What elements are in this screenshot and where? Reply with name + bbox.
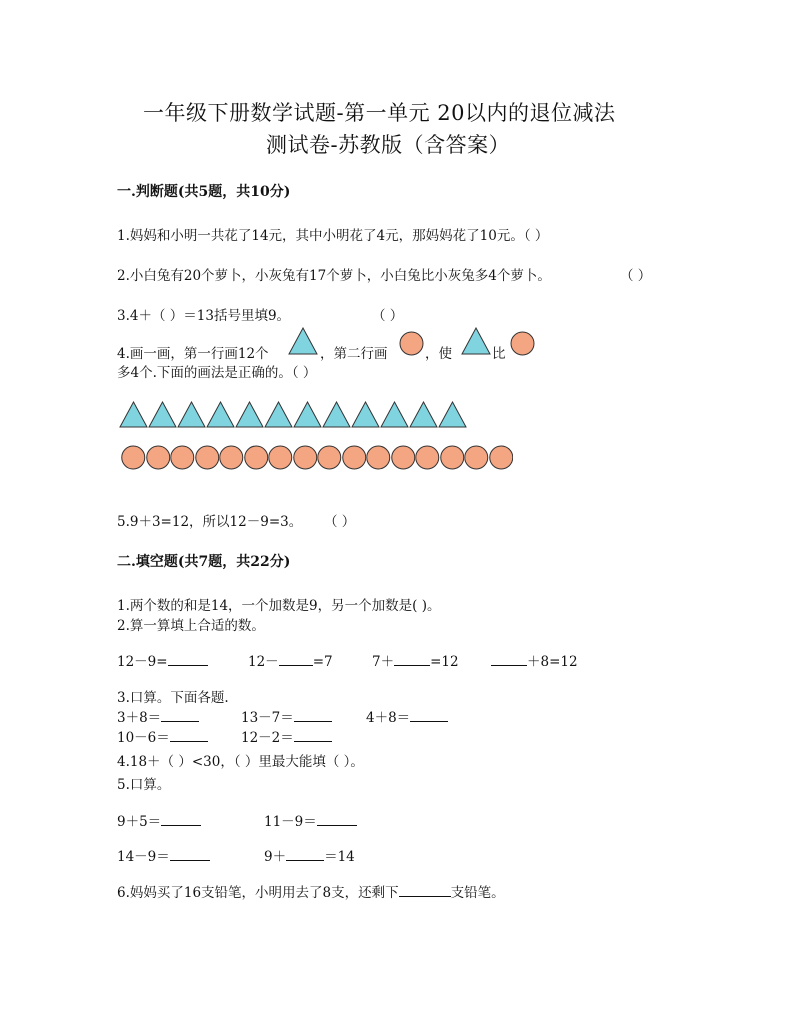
circle-shape bbox=[366, 445, 391, 470]
triangle-shape bbox=[438, 401, 467, 428]
answer-blank[interactable] bbox=[279, 653, 313, 666]
s2-question-4: 4.18＋（ ）<30，（ ）里最大能填（ ）。 bbox=[117, 754, 364, 770]
circle-shape bbox=[219, 445, 244, 470]
s2-q3-item-5-text: 12－2＝ bbox=[241, 730, 294, 746]
answer-blank[interactable] bbox=[170, 848, 210, 861]
s1-question-2: 2.小白兔有20个萝卜，小灰兔有17个萝卜，小白兔比小灰兔多4个萝卜。 bbox=[117, 268, 551, 284]
circle-shape bbox=[391, 445, 416, 470]
answer-blank[interactable] bbox=[491, 653, 527, 666]
s1-question-4-text-b: ，第二行画 bbox=[320, 346, 388, 362]
circle-shape bbox=[317, 445, 342, 470]
triangle-shape bbox=[380, 401, 409, 428]
s2-q3-item-2-text: 13－7＝ bbox=[241, 710, 294, 726]
circle-shape bbox=[268, 445, 293, 470]
s2-q5-item-1 bbox=[117, 810, 201, 830]
section2-heading: 二.填空题(共7题，共22分) bbox=[117, 554, 291, 570]
s2-q2-item-3 bbox=[372, 650, 459, 670]
s1-question-2-answer-paren: （ ） bbox=[620, 268, 652, 284]
circle-icon bbox=[510, 331, 535, 356]
s2-q3-item-1 bbox=[117, 706, 199, 726]
circle-icon bbox=[399, 331, 424, 356]
s2-q2-item-2-text-a: 12－ bbox=[248, 654, 279, 670]
s2-question-6 bbox=[117, 881, 505, 901]
s1-question-4-text-d: 比 bbox=[492, 346, 506, 362]
s2-q2-item-1-text: 12－9= bbox=[117, 654, 168, 670]
triangle-shape bbox=[293, 401, 322, 428]
s2-q5-item-1-text: 9＋5＝ bbox=[117, 814, 162, 830]
page-title-line2: 测试卷-苏教版（含答案） bbox=[266, 133, 511, 157]
s1-question-4-line2: 多4个.下面的画法是正确的。（ ） bbox=[117, 365, 317, 381]
s1-question-4-text-c: ，使 bbox=[425, 346, 452, 362]
circle-shape bbox=[440, 445, 465, 470]
circle-shape bbox=[146, 445, 171, 470]
circle-shape bbox=[293, 445, 318, 470]
s2-q3-item-4 bbox=[117, 726, 208, 746]
answer-blank[interactable] bbox=[294, 709, 332, 722]
triangle-row bbox=[119, 401, 467, 428]
s2-q3-item-3 bbox=[366, 706, 448, 726]
answer-blank[interactable] bbox=[161, 709, 199, 722]
s2-q2-item-4 bbox=[491, 650, 578, 670]
circle-shape bbox=[121, 445, 146, 470]
s2-q3-item-1-text: 3＋8＝ bbox=[117, 710, 162, 726]
triangle-shape bbox=[235, 401, 264, 428]
s2-q3-item-5 bbox=[241, 726, 332, 746]
s2-question-6-text-b: 支铅笔。 bbox=[450, 885, 505, 901]
s1-question-5: 5.9＋3=12，所以12－9=3。 bbox=[117, 514, 303, 530]
s2-question-3: 3.口算。下面各题. bbox=[117, 690, 229, 706]
s2-q5-item-4-text-b: ＝14 bbox=[324, 849, 355, 865]
s2-q3-item-2 bbox=[241, 706, 332, 726]
s2-q5-item-4 bbox=[264, 845, 355, 865]
s2-q5-item-3 bbox=[117, 845, 210, 865]
s1-question-3-answer-paren: （ ） bbox=[372, 308, 404, 324]
s1-question-3: 3.4＋（ ）＝13括号里填9。 bbox=[117, 308, 291, 324]
s2-q3-item-3-text: 4＋8＝ bbox=[366, 710, 411, 726]
answer-blank[interactable] bbox=[161, 813, 201, 826]
triangle-shape bbox=[264, 401, 293, 428]
answer-blank[interactable] bbox=[394, 653, 430, 666]
s2-question-2: 2.算一算填上合适的数。 bbox=[117, 618, 265, 634]
circle-shape bbox=[342, 445, 367, 470]
s1-question-5-answer-paren: （ ） bbox=[324, 514, 356, 530]
triangle-shape bbox=[119, 401, 148, 428]
circle-shape bbox=[464, 445, 489, 470]
triangle-icon bbox=[288, 327, 318, 355]
s2-question-6-text-a: 6.妈妈买了16支铅笔，小明用去了8支，还剩下 bbox=[117, 885, 399, 901]
answer-blank[interactable] bbox=[317, 813, 357, 826]
answer-blank[interactable] bbox=[410, 709, 448, 722]
triangle-shape bbox=[322, 401, 351, 428]
triangle-shape bbox=[177, 401, 206, 428]
answer-blank[interactable] bbox=[399, 884, 451, 897]
triangle-shape bbox=[206, 401, 235, 428]
answer-blank[interactable] bbox=[294, 729, 332, 742]
s2-question-1: 1.两个数的和是14，一个加数是9，另一个加数是( )。 bbox=[117, 598, 441, 614]
triangle-shape bbox=[351, 401, 380, 428]
s2-q2-item-2-text-b: =7 bbox=[312, 654, 333, 670]
s1-question-4-text-a: 4.画一画，第一行画12个 bbox=[117, 346, 269, 362]
circle-row bbox=[121, 445, 513, 470]
section1-heading: 一.判断题(共5题，共10分) bbox=[117, 184, 291, 200]
s2-q2-item-4-text: ＋8=12 bbox=[527, 654, 578, 670]
triangle-shape bbox=[409, 401, 438, 428]
answer-blank[interactable] bbox=[170, 729, 208, 742]
s2-q3-item-4-text: 10－6＝ bbox=[117, 730, 170, 746]
s2-q2-item-3-text-b: =12 bbox=[430, 654, 459, 670]
s2-q5-item-3-text: 14－9＝ bbox=[117, 849, 170, 865]
circle-shape bbox=[195, 445, 220, 470]
s1-question-1: 1.妈妈和小明一共花了14元，其中小明花了4元，那妈妈花了10元。（ ） bbox=[117, 228, 549, 244]
s2-q5-item-2-text: 11－9＝ bbox=[264, 814, 317, 830]
circle-shape bbox=[415, 445, 440, 470]
triangle-icon bbox=[461, 327, 491, 355]
circle-shape bbox=[244, 445, 269, 470]
circle-shape bbox=[489, 445, 514, 470]
s2-question-5: 5.口算。 bbox=[117, 777, 171, 793]
answer-blank[interactable] bbox=[286, 848, 324, 861]
triangle-shape bbox=[148, 401, 177, 428]
circle-shape bbox=[170, 445, 195, 470]
s2-q2-item-2 bbox=[248, 650, 333, 670]
page-title-line1: 一年级下册数学试题-第一单元 20以内的退位减法 bbox=[143, 101, 616, 125]
s2-q5-item-2 bbox=[264, 810, 357, 830]
s2-q2-item-1 bbox=[117, 650, 208, 670]
s2-q5-item-4-text-a: 9＋ bbox=[264, 849, 287, 865]
answer-blank[interactable] bbox=[168, 653, 208, 666]
s2-q2-item-3-text-a: 7＋ bbox=[372, 654, 395, 670]
